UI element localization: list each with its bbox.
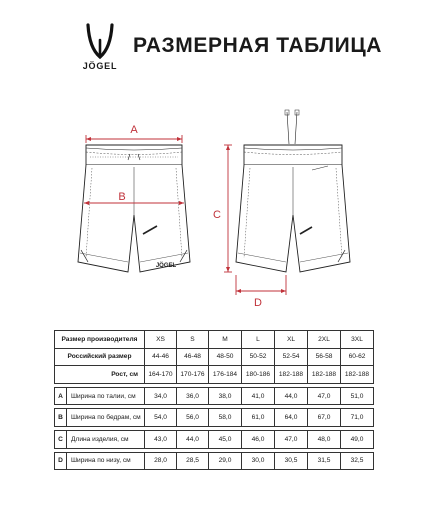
row-letter: D (55, 452, 67, 470)
russian-cell: 52-54 (275, 348, 308, 366)
value-cell: 30,0 (242, 452, 275, 470)
russian-label: Российский размер (55, 348, 145, 366)
value-cell: 44,0 (177, 430, 209, 448)
height-cell: 182-188 (308, 366, 341, 384)
table-row-b (55, 409, 374, 427)
value-cell: 56,0 (177, 409, 209, 427)
height-cell: 182-188 (275, 366, 308, 384)
size-cell: 3XL (341, 331, 374, 349)
shorts-front-view (78, 145, 190, 272)
row-name: Длина изделия, см (67, 430, 145, 448)
russian-cell: 44-46 (145, 348, 177, 366)
size-cell: XL (275, 331, 308, 349)
value-cell: 32,5 (341, 452, 374, 470)
value-cell: 64,0 (275, 409, 308, 427)
value-cell: 49,0 (341, 430, 374, 448)
height-cell: 182-188 (341, 366, 374, 384)
brand-name: JÖGEL (82, 61, 118, 71)
size-cell: 2XL (308, 331, 341, 349)
value-cell: 47,0 (275, 430, 308, 448)
russian-cell: 48-50 (209, 348, 242, 366)
marker-c-label: C (213, 209, 221, 221)
row-letter: B (55, 409, 67, 427)
russian-cell: 46-48 (177, 348, 209, 366)
row-name: Ширина по низу, см (67, 452, 145, 470)
measure-a (86, 135, 182, 143)
value-cell: 43,0 (145, 430, 177, 448)
row-name: Ширина по талии, см (67, 387, 145, 405)
height-cell: 164-170 (145, 366, 177, 384)
value-cell: 34,0 (145, 387, 177, 405)
table-row-d (55, 452, 374, 470)
russian-cell: 56-58 (308, 348, 341, 366)
page-title: РАЗМЕРНАЯ ТАБЛИЦА (133, 34, 383, 57)
table-row-c (55, 430, 374, 448)
row-name: Ширина по бедрам, см (67, 409, 145, 427)
russian-cell: 60-62 (341, 348, 374, 366)
value-cell: 28,5 (177, 452, 209, 470)
table-row-manufacturer (55, 331, 374, 349)
value-cell: 54,0 (145, 409, 177, 427)
height-label: Рост, см (55, 366, 145, 384)
value-cell: 46,0 (242, 430, 275, 448)
size-cell: M (209, 331, 242, 349)
table-row-a (55, 387, 374, 405)
russian-cell: 50-52 (242, 348, 275, 366)
row-letter: C (55, 430, 67, 448)
table-row-russian (55, 348, 374, 366)
size-cell: XS (145, 331, 177, 349)
jogel-mark-icon (78, 22, 122, 60)
height-cell: 170-176 (177, 366, 209, 384)
row-letter: A (55, 387, 67, 405)
value-cell: 58,0 (209, 409, 242, 427)
value-cell: 45,0 (209, 430, 242, 448)
size-cell: L (242, 331, 275, 349)
value-cell: 61,0 (242, 409, 275, 427)
value-cell: 38,0 (209, 387, 242, 405)
value-cell: 31,5 (308, 452, 341, 470)
front-brand-label: JÖGEL (155, 263, 177, 269)
measure-d (236, 275, 286, 295)
value-cell: 51,0 (341, 387, 374, 405)
value-cell: 28,0 (145, 452, 177, 470)
value-cell: 48,0 (308, 430, 341, 448)
height-cell: 180-186 (242, 366, 275, 384)
size-table (54, 330, 374, 470)
marker-b-label: B (118, 191, 126, 203)
value-cell: 71,0 (341, 409, 374, 427)
value-cell: 47,0 (308, 387, 341, 405)
marker-d-label: D (254, 297, 262, 309)
value-cell: 29,0 (209, 452, 242, 470)
measure-c (224, 145, 232, 272)
shorts-drawing (0, 90, 428, 320)
value-cell: 30,5 (275, 452, 308, 470)
shorts-back-view (236, 110, 350, 272)
value-cell: 41,0 (242, 387, 275, 405)
height-cell: 176-184 (209, 366, 242, 384)
brand-logo (78, 22, 122, 78)
value-cell: 44,0 (275, 387, 308, 405)
manufacturer-label: Размер производителя (55, 331, 145, 349)
table-row-height (55, 366, 374, 384)
value-cell: 67,0 (308, 409, 341, 427)
size-cell: S (177, 331, 209, 349)
marker-a-label: A (130, 124, 138, 136)
value-cell: 36,0 (177, 387, 209, 405)
